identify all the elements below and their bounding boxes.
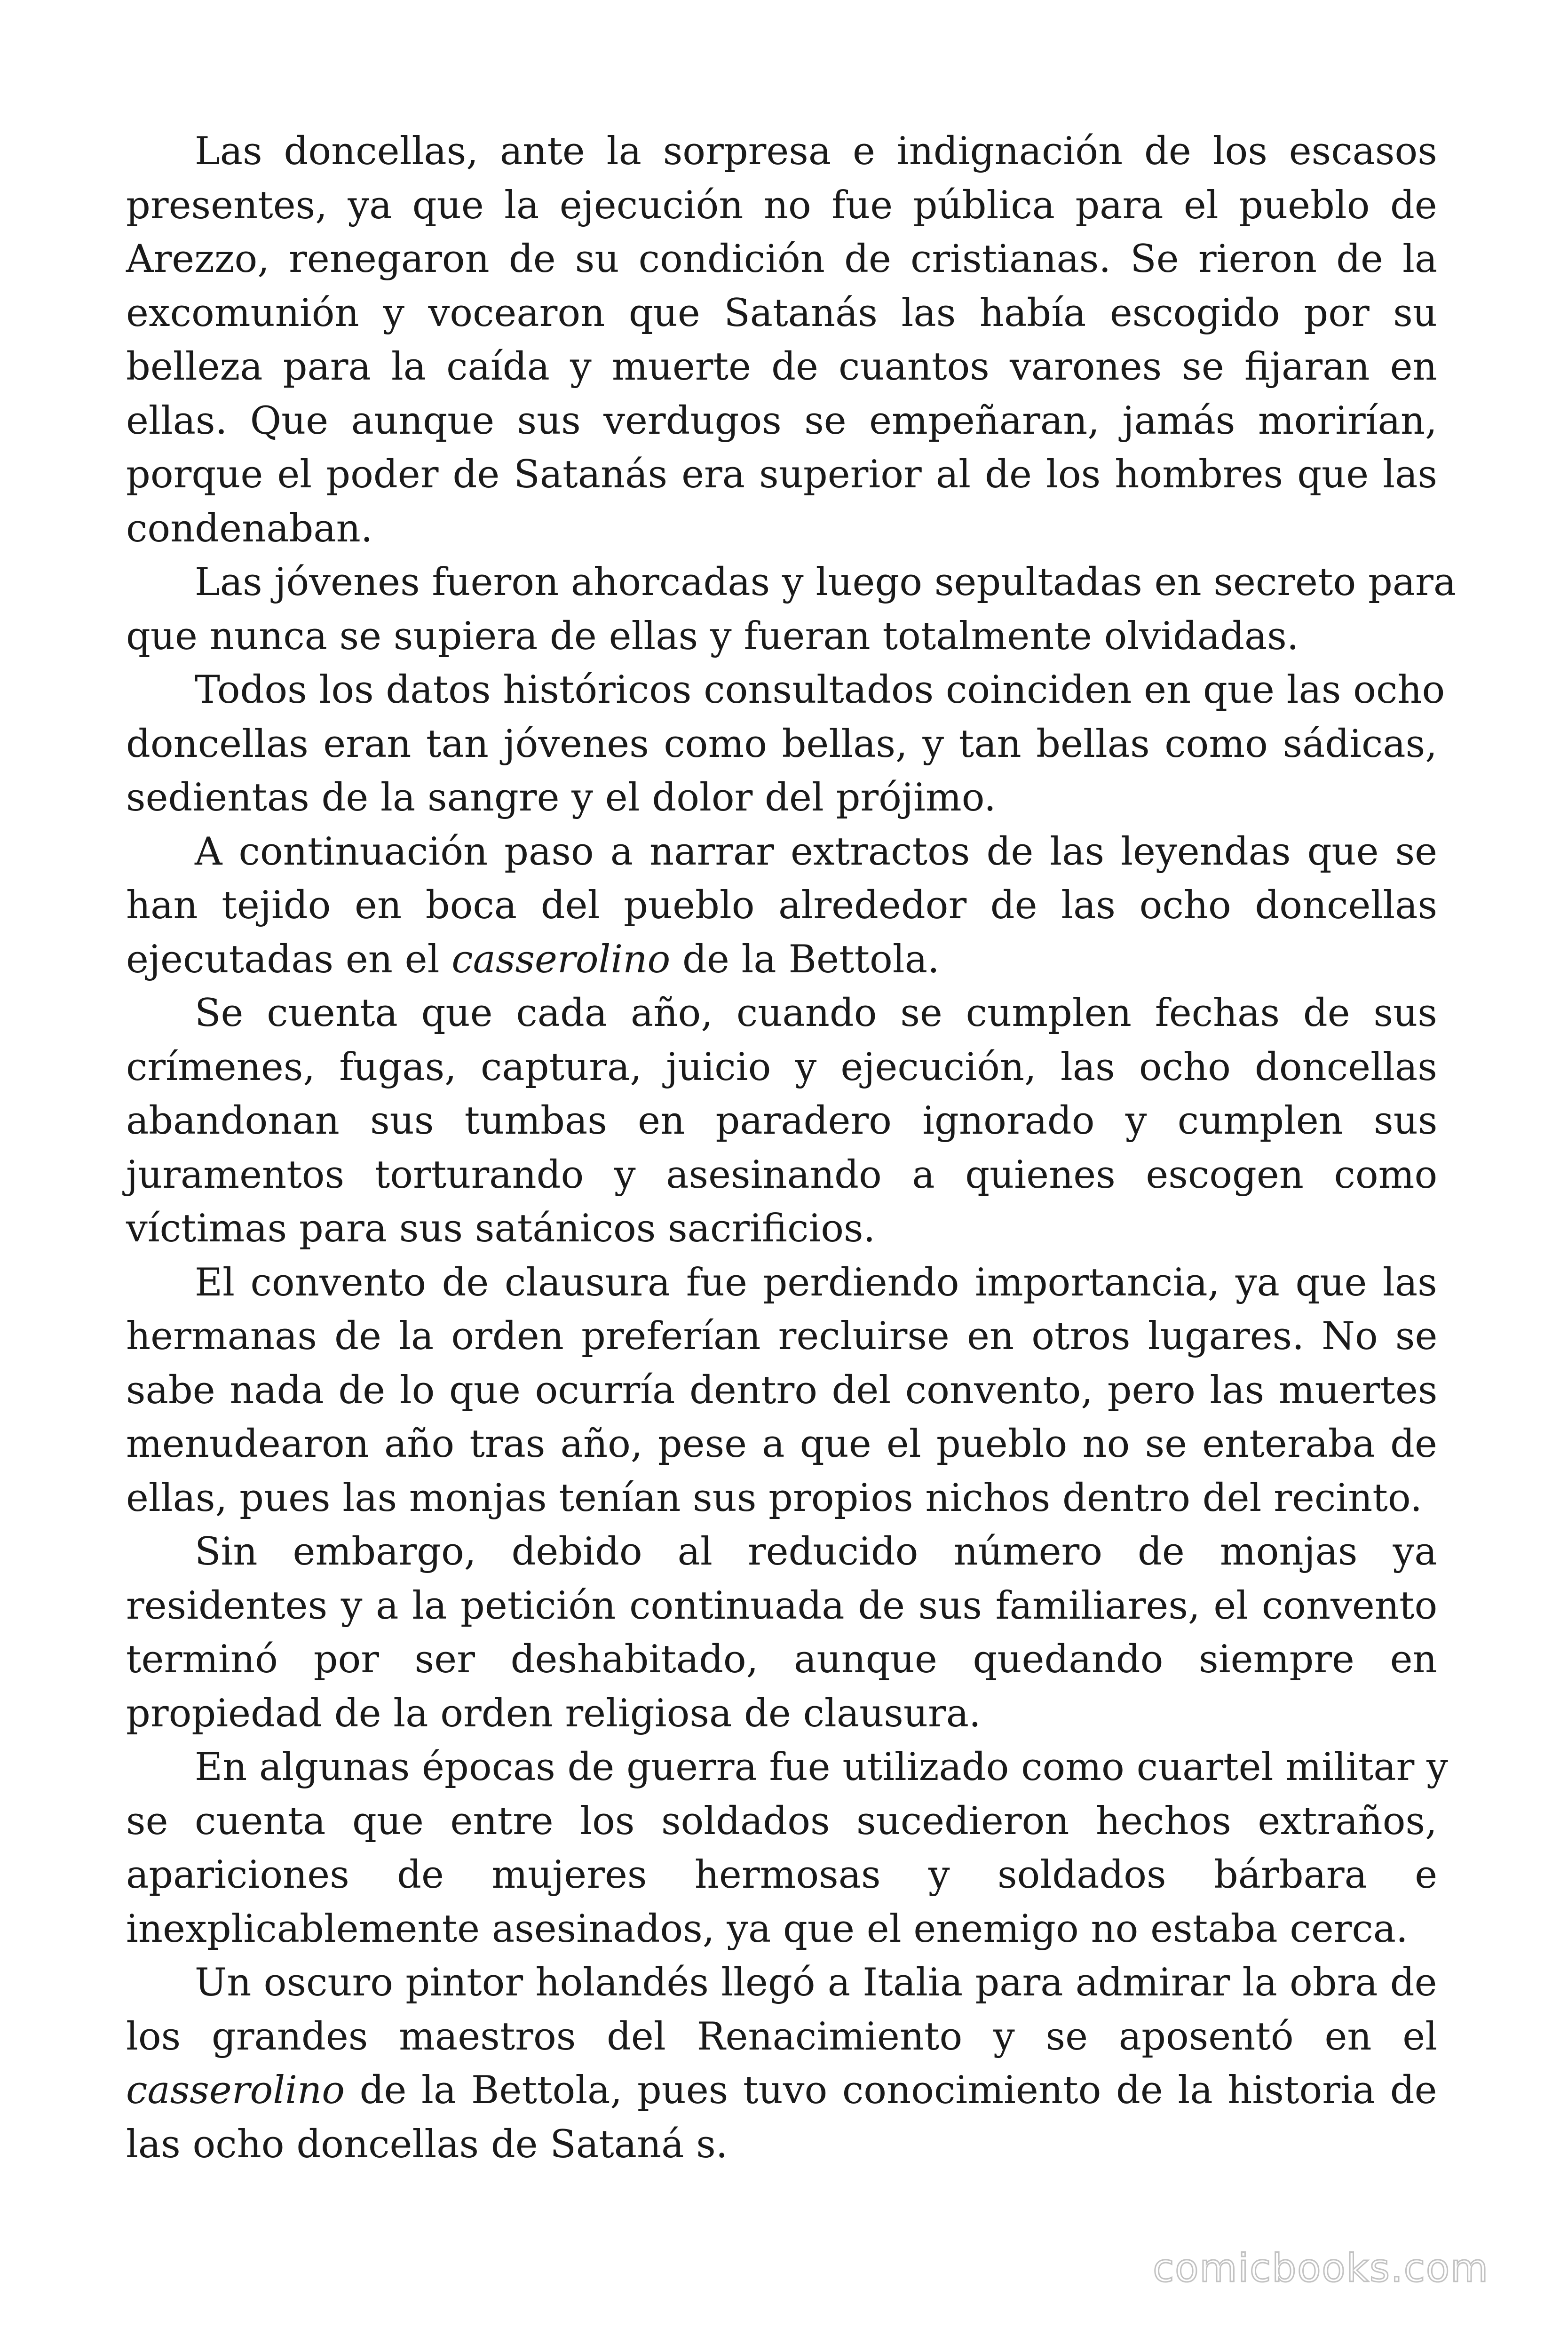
italic-word: casserolino: [126, 2068, 345, 2113]
text-line: doncellas eran tan jóvenes como bellas, y tan bellas como sádicas,: [126, 722, 1438, 766]
text-line: Las doncellas, ante la sorpresa e indignación de los escasos: [195, 129, 1437, 174]
text-line: porque el poder de Satanás era superior al de los hombres que las: [126, 453, 1438, 497]
text-line: se cuenta que entre los soldados sucedieron hechos extraños,: [126, 1799, 1437, 1843]
text-run: ejecutadas en el: [126, 937, 452, 982]
text-line: ellas. Que aunque sus verdugos se empeñaran, jamás morirían,: [126, 398, 1437, 443]
text-line: terminó por ser deshabitado, aunque quedando siempre en: [126, 1637, 1437, 1682]
text-line: presentes, ya que la ejecución no fue pública para el pueblo de: [126, 183, 1437, 228]
text-line: menudearon año tras año, pese a que el pueblo no se enteraba de: [126, 1422, 1437, 1466]
text-line: hermanas de la orden preferían recluirse en otros lugares. No se: [126, 1314, 1438, 1359]
text-line: Un oscuro pintor holandés llegó a Italia para admirar la obra de: [195, 1961, 1437, 2005]
text-line: En algunas épocas de guerra fue utilizado como cuartel militar y: [195, 1745, 1448, 1789]
text-line: excomunión y vocearon que Satanás las había escogido por su: [126, 291, 1437, 335]
paragraph: [126, 825, 1437, 987]
text-line: las ocho doncellas de Sataná s.: [126, 2122, 728, 2167]
text-line: víctimas para sus satánicos sacrificios.: [126, 1207, 876, 1251]
text-line: Sin embargo, debido al reducido número de monjas ya: [195, 1530, 1437, 1574]
paragraph: [126, 125, 1437, 556]
text-line: apariciones de mujeres hermosas y soldados bárbara e: [126, 1853, 1438, 1897]
paragraph: [126, 1740, 1448, 1956]
text-line: belleza para la caída y muerte de cuantos varones se fijaran en: [126, 345, 1437, 389]
text-line: Todos los datos históricos consultados coinciden en que las ocho: [195, 668, 1445, 712]
text-line: inexplicablemente asesinados, ya que el enemigo no estaba cerca.: [126, 1907, 1408, 1951]
text-line: [126, 2064, 1437, 2118]
text-run: de la Bettola.: [670, 937, 940, 982]
paragraph: [126, 663, 1445, 825]
text-run: de la Bettola, pues tuvo conocimiento de la historia de: [344, 2068, 1437, 2113]
text-line: condenaban.: [126, 506, 373, 551]
text-line: residentes y a la petición continuada de sus familiares, el convento: [126, 1583, 1438, 1628]
paragraph: [126, 1256, 1437, 1526]
paragraph: [126, 1525, 1437, 1740]
text-line: ellas, pues las monjas tenían sus propios nichos dentro del recinto.: [126, 1476, 1422, 1520]
text-line: Las jóvenes fueron ahorcadas y luego sepultadas en secreto para: [195, 560, 1457, 604]
text-line: crímenes, fugas, captura, juicio y ejecución, las ocho doncellas: [126, 1045, 1437, 1089]
italic-word: casserolino: [451, 937, 671, 982]
text-line: sedientas de la sangre y el dolor del prójimo.: [126, 776, 996, 820]
text-line: abandonan sus tumbas en paradero ignorado y cumplen sus: [126, 1099, 1438, 1143]
text-line: [126, 933, 1437, 987]
body-text: [126, 125, 1457, 2171]
text-line: El convento de clausura fue perdiendo importancia, ya que las: [195, 1260, 1437, 1305]
paragraph: [126, 1956, 1437, 2171]
text-line: han tejido en boca del pueblo alrededor de las ocho doncellas: [126, 883, 1438, 928]
watermark-text: comicbooks.com: [1153, 2246, 1489, 2291]
text-line: sabe nada de lo que ocurría dentro del convento, pero las muertes: [126, 1368, 1438, 1413]
text-line: los grandes maestros del Renacimiento y se aposentó en el: [126, 2014, 1438, 2059]
text-line: juramentos torturando y asesinando a quienes escogen como: [126, 1152, 1438, 1197]
paragraph: [126, 556, 1457, 663]
text-line: que nunca se supiera de ellas y fueran totalmente olvidadas.: [126, 614, 1299, 659]
text-line: Arezzo, renegaron de su condición de cristianas. Se rieron de la: [126, 237, 1438, 281]
paragraph: [126, 986, 1437, 1256]
text-line: Se cuenta que cada año, cuando se cumplen fechas de sus: [195, 991, 1437, 1035]
text-line: propiedad de la orden religiosa de clausura.: [126, 1691, 981, 1736]
text-line: A continuación paso a narrar extractos de las leyendas que se: [195, 829, 1438, 874]
